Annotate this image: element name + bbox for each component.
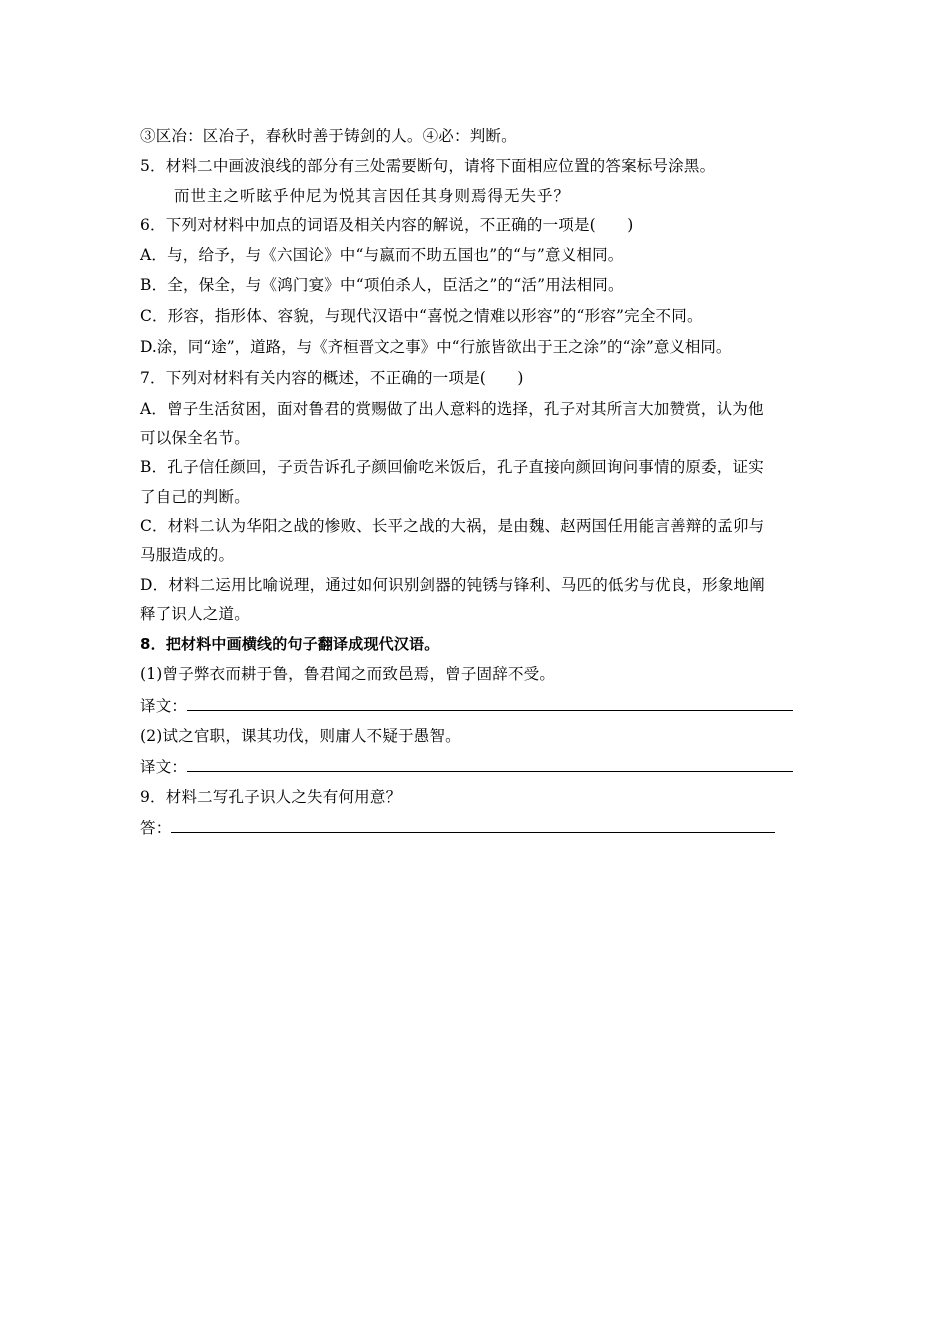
- answer-label: 答：: [140, 819, 172, 837]
- translation-answer-field-1[interactable]: [187, 695, 793, 711]
- translation-answer-field-2[interactable]: [187, 756, 793, 772]
- translation-label: 译文：: [140, 697, 188, 715]
- question-7-option-a-line2: 可以保全名节。: [140, 429, 250, 447]
- question-5-prompt: 5．材料二中画波浪线的部分有三处需要断句，请将下面相应位置的答案标号涂黑。: [140, 157, 716, 175]
- question-5-passage: 而世主之听眩乎仲尼为悦其言因任其身则焉得无失乎？: [174, 187, 571, 205]
- question-7-option-b-line1: B．孔子信任颜回，子贡告诉孔子颜回偷吃米饭后，孔子直接向颜回询问事情的原委，证实: [140, 458, 764, 476]
- question-9-prompt: 9．材料二写孔子识人之失有何用意？: [140, 788, 402, 806]
- footnote-line: ③区冶：区冶子，春秋时善于铸剑的人。④必：判断。: [140, 127, 517, 145]
- question-6-option-b: B．全，保全，与《鸿门宴》中“项伯杀人，臣活之”的“活”用法相同。: [140, 276, 624, 294]
- question-7-option-d-line2: 释了识人之道。: [140, 605, 250, 623]
- question-9-answer-row: [140, 817, 830, 838]
- question-8-sentence-1: (1)曾子弊衣而耕于鲁，鲁君闻之而致邑焉，曾子固辞不受。: [140, 665, 556, 683]
- question-7-option-b-line2: 了自己的判断。: [140, 488, 250, 506]
- question-6-option-c: C．形容，指形体、容貌，与现代汉语中“喜悦之情难以形容”的“形容”完全不同。: [140, 307, 703, 325]
- question-8-answer-row-1: [140, 695, 830, 716]
- question-8-sentence-2: (2)试之官职，课其功伐，则庸人不疑于愚智。: [140, 727, 461, 745]
- question-8-prompt: 8．把材料中画横线的句子翻译成现代汉语。: [140, 635, 440, 653]
- question-7-option-c-line1: C．材料二认为华阳之战的惨败、长平之战的大祸，是由魏、赵两国任用能言善辩的孟卯与: [140, 517, 765, 535]
- question-9-answer-field[interactable]: [171, 817, 775, 833]
- translation-label: 译文：: [140, 758, 188, 776]
- question-6-option-a: A．与，给予，与《六国论》中“与嬴而不助五国也”的“与”意义相同。: [140, 246, 624, 264]
- question-7-option-c-line2: 马服造成的。: [140, 546, 235, 564]
- question-7-option-d-line1: D．材料二运用比喻说理，通过如何识别剑器的钝锈与锋利、马匹的低劣与优良，形象地阐: [140, 576, 765, 594]
- question-7-prompt: 7．下列对材料有关内容的概述，不正确的一项是( ): [140, 369, 524, 387]
- question-6-option-d: D.涂，同“途”，道路，与《齐桓晋文之事》中“行旅皆欲出于王之涂”的“涂”意义相同。: [140, 338, 732, 356]
- question-8-answer-row-2: [140, 756, 830, 777]
- question-6-prompt: 6．下列对材料中加点的词语及相关内容的解说，不正确的一项是( ): [140, 216, 634, 234]
- question-7-option-a-line1: A．曾子生活贫困，面对鲁君的赏赐做了出人意料的选择，孔子对其所言大加赞赏，认为他: [140, 400, 764, 418]
